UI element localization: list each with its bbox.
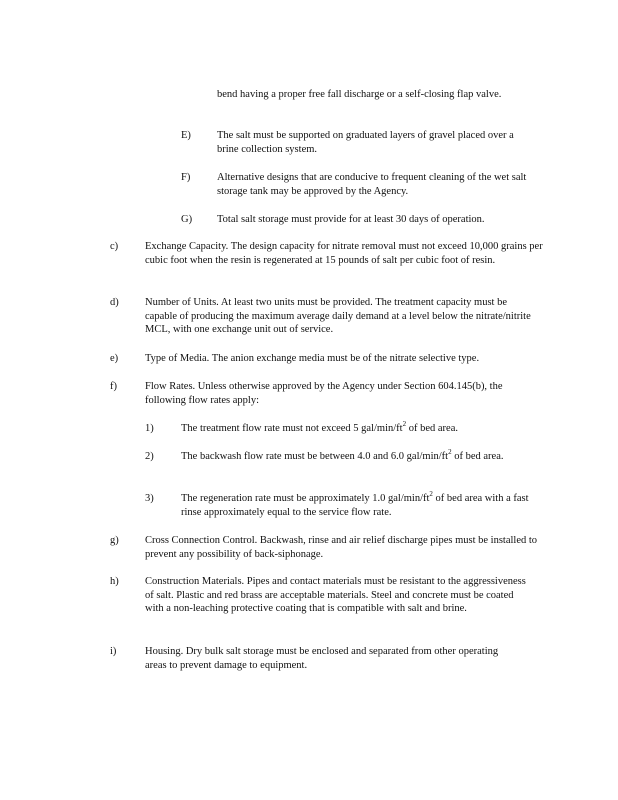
flow-rate-text: The backwash flow rate must be between 4.0 and 6.0 gal/$\min/ft^2$ of bed area. [181, 448, 504, 462]
sub-item-label: F) [181, 172, 191, 183]
flow-rate-text: The regeneration rate must be approximately 1.0 gal/$\min/ft^2$ of bed area with a fast rinse approximately equal to the service flow rate. [181, 490, 529, 518]
sub-item-label: G) [181, 214, 193, 225]
item-text: Housing. Dry bulk salt storage must be enclosed and separated from other operating areas to prevent damage to equipment. [145, 646, 499, 671]
continuation-text: bend having a proper free fall discharge or a self-closing flap valve. [217, 89, 502, 100]
item-text: Exchange Capacity. The design capacity for nitrate removal must not exceed 10,000 grains per cubic foot when the resin is regenerated at 15 pounds of salt per cubic foot of resin. [145, 241, 543, 266]
flow-rate-text: The treatment flow rate must not exceed 5 gal/$\min/ft^2$ of bed area. [181, 420, 458, 434]
sub-item-text: The salt must be supported on graduated layers of gravel placed over a brine collection system. [217, 130, 514, 155]
sub-item-text: Alternative designs that are conducive to frequent cleaning of the wet salt storage tank may be approved by the Agency. [217, 172, 527, 197]
sub-item-text: Total salt storage must provide for at least 30 days of operation. [217, 214, 485, 225]
item-label: i) [110, 646, 117, 657]
item-text: Construction Materials. Pipes and contact materials must be resistant to the aggressiveness of salt. Plastic and red brass are acceptable materials. Steel and concrete must be coated with a non-leaching protective coating that is compatible with salt and brine. [145, 576, 526, 614]
item-label: d) [110, 297, 119, 308]
item-text: Cross Connection Control. Backwash, rinse and air relief discharge pipes must be installed to prevent any possibility of back-siphonage. [145, 535, 538, 560]
item-label: h) [110, 576, 119, 587]
flow-rate-label: 3) [145, 493, 154, 504]
flow-rate-label: 2) [145, 451, 154, 462]
item-label: f) [110, 381, 117, 392]
item-label: c) [110, 241, 119, 252]
item-text: Number of Units. At least two units must be provided. The treatment capacity must be capable of producing the maximum average daily demand at a level below the nitrate/nitrite MCL, with one exchange unit out of service. [145, 297, 531, 335]
sub-item-label: E) [181, 130, 191, 141]
item-label: g) [110, 535, 119, 546]
flow-rate-label: 1) [145, 423, 154, 434]
item-label: e) [110, 353, 119, 364]
item-text: Flow Rates. Unless otherwise approved by the Agency under Section 604.145(b), the following flow rates apply: [145, 381, 503, 406]
item-text: Type of Media. The anion exchange media must be of the nitrate selective type. [145, 353, 480, 364]
